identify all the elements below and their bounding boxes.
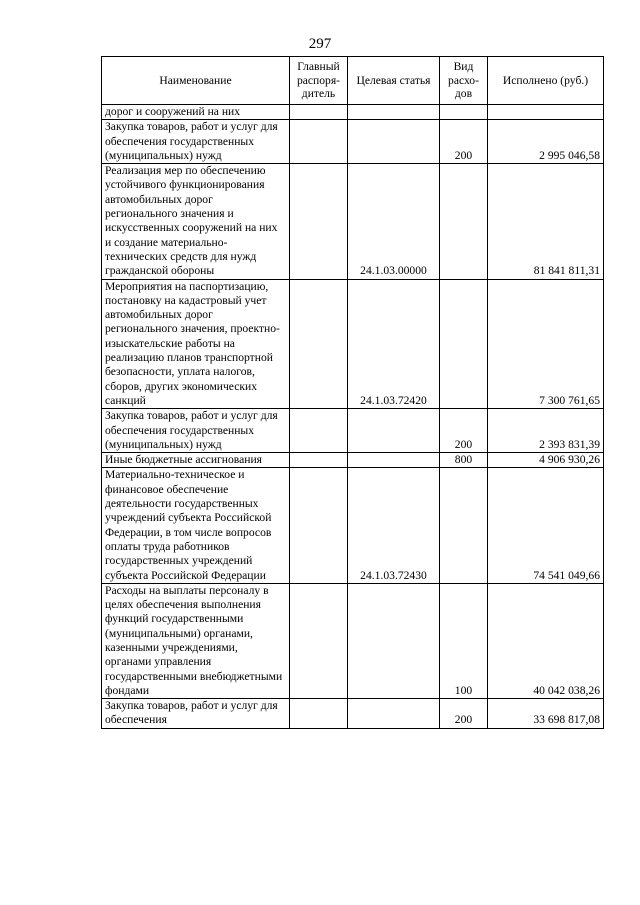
row-vid: 200 <box>440 699 488 729</box>
row-vid: 800 <box>440 453 488 468</box>
row-vid <box>440 164 488 279</box>
row-vid <box>440 279 488 409</box>
header-name: Наименование <box>102 57 290 105</box>
table-row <box>102 583 604 698</box>
table-row <box>102 468 604 583</box>
table-row <box>102 105 604 120</box>
row-name: Материально-техническое и финансовое обеспечение деятельности государственных учреждений субъекта Российской Федерации, в том числе вопросов оплаты труда работников государственных учреждений субъекта Российской Федерации <box>102 468 290 583</box>
row-amount: 2 995 046,58 <box>488 120 604 164</box>
row-grbs <box>290 453 348 468</box>
table-row <box>102 120 604 164</box>
row-amount <box>488 105 604 120</box>
row-vid <box>440 105 488 120</box>
table-row <box>102 453 604 468</box>
table-row <box>102 164 604 279</box>
table-row <box>102 279 604 409</box>
row-name: Мероприятия на паспортизацию, постановку на кадастровый учет автомобильных дорог регионального значения, проектно-изыскательские работы на реализацию планов транспортной безопасности, уплата налогов, сборов, других экономических санкций <box>102 279 290 409</box>
row-vid <box>440 468 488 583</box>
row-amount: 33 698 817,08 <box>488 699 604 729</box>
row-name: Закупка товаров, работ и услуг для обеспечения государственных (муниципальных) нужд <box>102 409 290 453</box>
header-code: Целевая статья <box>348 57 440 105</box>
row-grbs <box>290 699 348 729</box>
row-code <box>348 409 440 453</box>
row-code: 24.1.03.00000 <box>348 164 440 279</box>
header-amount: Исполнено (руб.) <box>488 57 604 105</box>
row-grbs <box>290 105 348 120</box>
budget-table <box>101 56 604 729</box>
row-code <box>348 105 440 120</box>
row-vid: 100 <box>440 583 488 698</box>
row-code: 24.1.03.72420 <box>348 279 440 409</box>
row-amount: 40 042 038,26 <box>488 583 604 698</box>
table-row <box>102 699 604 729</box>
row-grbs <box>290 164 348 279</box>
row-grbs <box>290 409 348 453</box>
row-code: 24.1.03.72430 <box>348 468 440 583</box>
table-header-row <box>102 57 604 105</box>
row-name: дорог и сооружений на них <box>102 105 290 120</box>
row-amount: 2 393 831,39 <box>488 409 604 453</box>
row-grbs <box>290 279 348 409</box>
row-name: Закупка товаров, работ и услуг для обеспечения государственных (муниципальных) нужд <box>102 120 290 164</box>
row-amount: 4 906 930,26 <box>488 453 604 468</box>
row-amount: 7 300 761,65 <box>488 279 604 409</box>
row-vid: 200 <box>440 409 488 453</box>
row-amount: 74 541 049,66 <box>488 468 604 583</box>
row-code <box>348 699 440 729</box>
header-grbs: Главный распоря- дитель <box>290 57 348 105</box>
row-grbs <box>290 120 348 164</box>
row-code <box>348 453 440 468</box>
row-amount: 81 841 811,31 <box>488 164 604 279</box>
row-name: Иные бюджетные ассигнования <box>102 453 290 468</box>
row-grbs <box>290 468 348 583</box>
row-vid: 200 <box>440 120 488 164</box>
row-code <box>348 120 440 164</box>
row-grbs <box>290 583 348 698</box>
table-row <box>102 409 604 453</box>
row-name: Расходы на выплаты персоналу в целях обеспечения выполнения функций государственными (муниципальными) органами, казенными учреждениями, органами управления государственными внебюджетными фондами <box>102 583 290 698</box>
row-name: Закупка товаров, работ и услуг для обеспечения <box>102 699 290 729</box>
row-code <box>348 583 440 698</box>
row-name: Реализация мер по обеспечению устойчивого функционирования автомобильных дорог регионального значения и искусственных сооружений на них и создание материально-технических средств для нужд гражданской обороны <box>102 164 290 279</box>
header-vid: Вид расхо- дов <box>440 57 488 105</box>
page-number: 297 <box>308 36 332 52</box>
